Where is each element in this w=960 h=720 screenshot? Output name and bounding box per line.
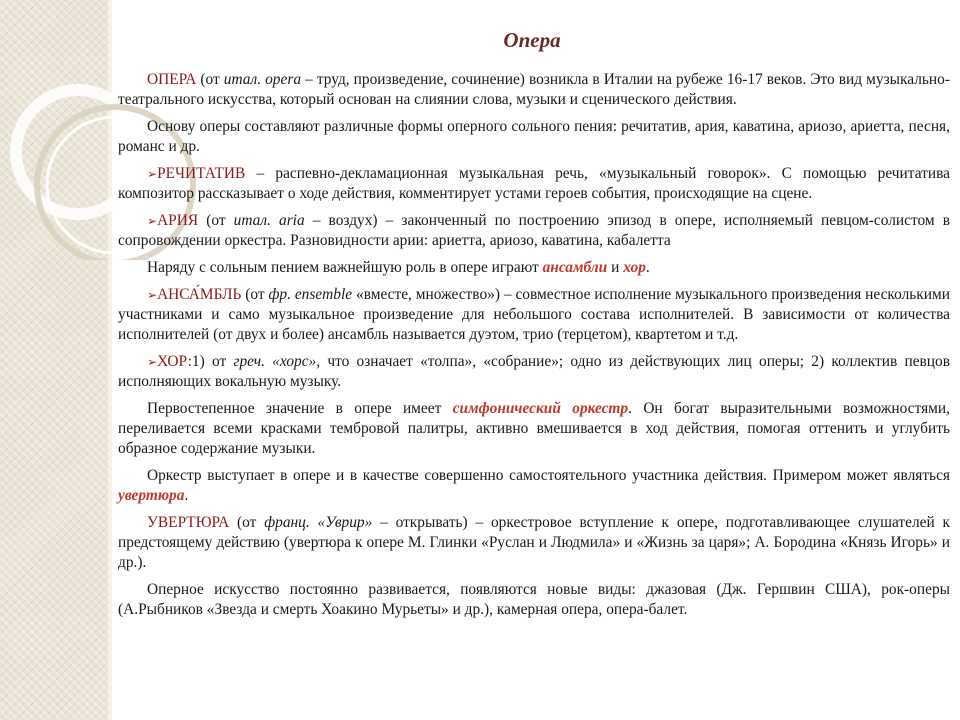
term-opera: ОПЕРА xyxy=(147,71,197,88)
term-aria: АРИЯ xyxy=(157,212,199,229)
term-choir: ХОР: xyxy=(157,353,192,370)
emphasis-choir: хор xyxy=(623,259,646,276)
paragraph-recitative: ➢РЕЧИТАТИВ – распевно-декламационная музыкальная речь, «музыкальный говорок». С помощью речитатива композитор рассказывает о ходе действия, комментирует устами героев события, происходящие на сцене. xyxy=(118,165,950,202)
paragraph-opera: ОПЕРА (от итал. opera – труд, произведение, сочинение) возникла в Италии на рубеже 16-17 веков. Это вид музыкально-театрального искусства, который основан на слиянии слова, музыки и сценического действия. xyxy=(118,71,950,108)
paragraph-orchestra-role: Оркестр выступает в опере и в качестве совершенно самостоятельного участника действия. Примером может являться увертюра. xyxy=(118,467,950,504)
term-overture: УВЕРТЮРА xyxy=(147,514,230,531)
term-recitative: РЕЧИТАТИВ xyxy=(157,165,246,182)
paragraph-ensembles-choir: Наряду с сольным пением важнейшую роль в опере играют ансамбли и хор. xyxy=(147,259,650,276)
paragraph-overture: УВЕРТЮРА (от франц. «Уврир» – открывать) – оркестровое вступление к опере, подготавливающее слушателей к предстоящему действию (увертюра к опере М. Глинки «Руслан и Людмила» и «Жизнь за царя»; А. Бородина «Князь Игорь» и др.). xyxy=(118,514,951,571)
paragraph-choir: ➢ХОР:1) от греч. «хорс», что означает «толпа», «собрание»; одно из действующих лиц оперы; 2) коллектив певцов исполняющих вокальную музыку. xyxy=(118,353,950,390)
arrow-bullet-icon: ➢ xyxy=(147,167,158,181)
emphasis-overture: увертюра xyxy=(118,487,185,504)
paragraph-aria: ➢АРИЯ (от итал. aria – воздух) – законченный по построению эпизод в опере, исполняемый певцом-солистом в сопровождении оркестра. Разновидности арии: ариетта, ариозо, каватина, кабалетта xyxy=(118,212,950,249)
slide-title: Опера xyxy=(503,28,561,52)
paragraph-ensemble: ➢АНСА́МБЛЬ (от фр. ensemble «вместе, множество») – совместное исполнение музыкального произведения несколькими участниками и само музыкальное произведение для небольшого состава исполнителей. В зависимости от количества исполнителей (от двух и более) ансамбль называется дуэтом, трио (терцетом), квартетом и т.д. xyxy=(118,286,950,343)
paragraph-basics: Основу оперы составляют различные формы оперного сольного пения: речитатив, ария, каватина, ариозо, ариетта, песня, романс и др. xyxy=(118,118,950,155)
paragraph-modern-forms: Оперное искусство постоянно развивается, появляются новые виды: джазовая (Дж. Гершвин США), рок-оперы (А.Рыбников «Звезда и смерть Хоакино Мурьеты» и др.), камерная опера, опера-балет. xyxy=(118,581,950,618)
emphasis-ensembles: ансамбли xyxy=(542,259,608,276)
emphasis-orchestra: симфонический оркестр xyxy=(452,400,629,417)
slide-content xyxy=(118,70,950,627)
term-ensemble: АНСА́МБЛЬ xyxy=(157,286,242,303)
arrow-bullet-icon: ➢ xyxy=(147,355,158,369)
paragraph-orchestra: Первостепенное значение в опере имеет симфонический оркестр. Он богат выразительными возможностями, переливается всеми красками тембровой палитры, активно вмешивается в ход действия, помогая оттенить и углубить образное содержание музыки. xyxy=(118,400,950,457)
arrow-bullet-icon: ➢ xyxy=(147,288,158,302)
arrow-bullet-icon: ➢ xyxy=(147,214,158,228)
